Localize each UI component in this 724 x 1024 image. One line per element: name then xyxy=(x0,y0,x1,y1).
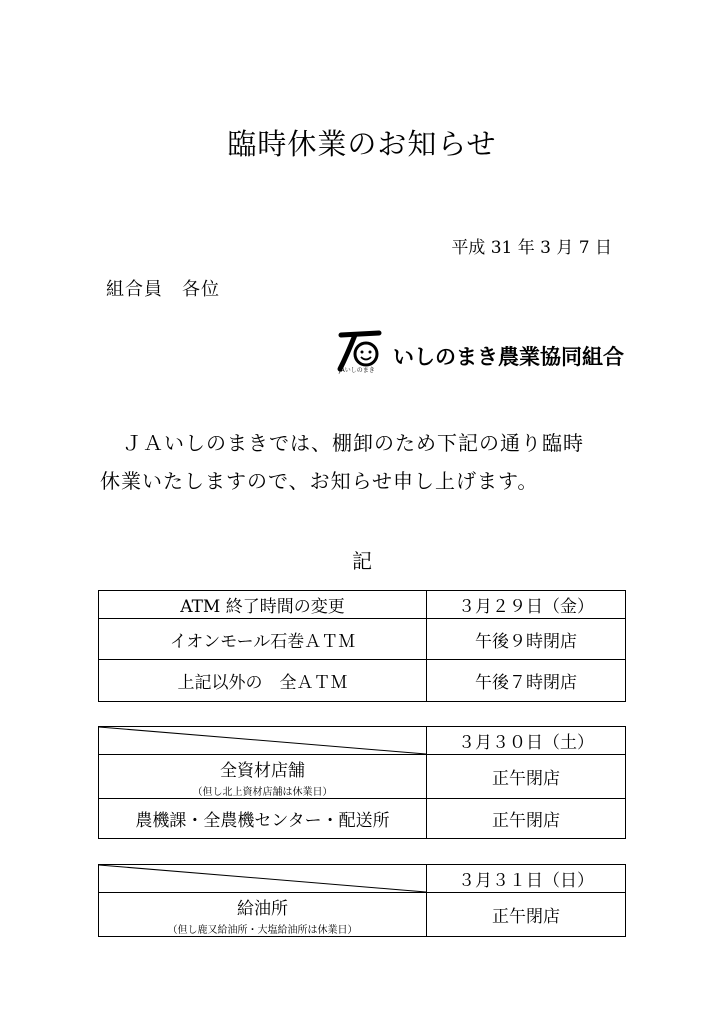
table-row xyxy=(99,619,626,660)
location-cell xyxy=(99,755,427,799)
table-row xyxy=(99,865,626,893)
location-cell: 上記以外の 全ＡＴＭ xyxy=(99,660,427,702)
closing-time-cell: 正午閉店 xyxy=(427,755,626,799)
table-row xyxy=(99,591,626,619)
table-row xyxy=(99,755,626,799)
table-row xyxy=(99,727,626,755)
diagonal-line xyxy=(99,727,426,754)
table-row xyxy=(99,893,626,937)
addressee: 組合員 各位 xyxy=(106,279,220,300)
diagonal-header-cell xyxy=(99,727,427,755)
body-line-1: ＪＡいしのまきでは、棚卸のため下記の通り臨時 xyxy=(122,431,584,455)
notice-body xyxy=(100,424,640,500)
table-row xyxy=(99,799,626,839)
location-cell: イオンモール石巻ＡＴＭ xyxy=(99,619,427,660)
date-header-cell: ３月２９日（金） xyxy=(427,591,626,619)
closing-time-cell: 午後７時閉店 xyxy=(427,660,626,702)
diagonal-header-cell xyxy=(99,865,427,893)
ja-logo xyxy=(335,327,625,377)
ki-heading: 記 xyxy=(352,549,372,573)
location-cell: 農機課・全農機センター・配送所 xyxy=(99,799,427,839)
location-name: 全資材店舗 xyxy=(220,760,305,781)
closing-time-cell: 正午閉店 xyxy=(426,893,625,937)
atm-schedule-table xyxy=(98,590,626,702)
location-name: 給油所 xyxy=(236,898,288,919)
materials-schedule-table xyxy=(98,726,626,839)
table-row xyxy=(99,660,626,702)
location-note: （但し北上資材店舗は休業日） xyxy=(192,786,333,798)
body-line-2: 休業いたしますので、お知らせ申し上げます。 xyxy=(100,469,539,493)
date-header-cell: ３月３０日（土） xyxy=(427,727,626,755)
diagonal-line xyxy=(99,865,426,892)
location-cell xyxy=(99,893,427,937)
closing-time-cell: 正午閉店 xyxy=(427,799,626,839)
date-header-cell: ３月３１日（日） xyxy=(426,865,625,893)
fuel-schedule-table xyxy=(98,864,626,937)
page-title: 臨時休業のお知らせ xyxy=(227,127,497,161)
closing-time-cell: 午後９時閉店 xyxy=(427,619,626,660)
location-note: （但し鹿又給油所・大塩給油所は休業日） xyxy=(167,924,358,936)
logo-caption: JAいしのまき xyxy=(339,367,375,374)
organization-name: いしのまき農業協同組合 xyxy=(393,345,624,369)
issue-date: 平成 31 年 3 月 7 日 xyxy=(451,238,612,258)
table-header-cell: ATM 終了時間の変更 xyxy=(99,591,427,619)
